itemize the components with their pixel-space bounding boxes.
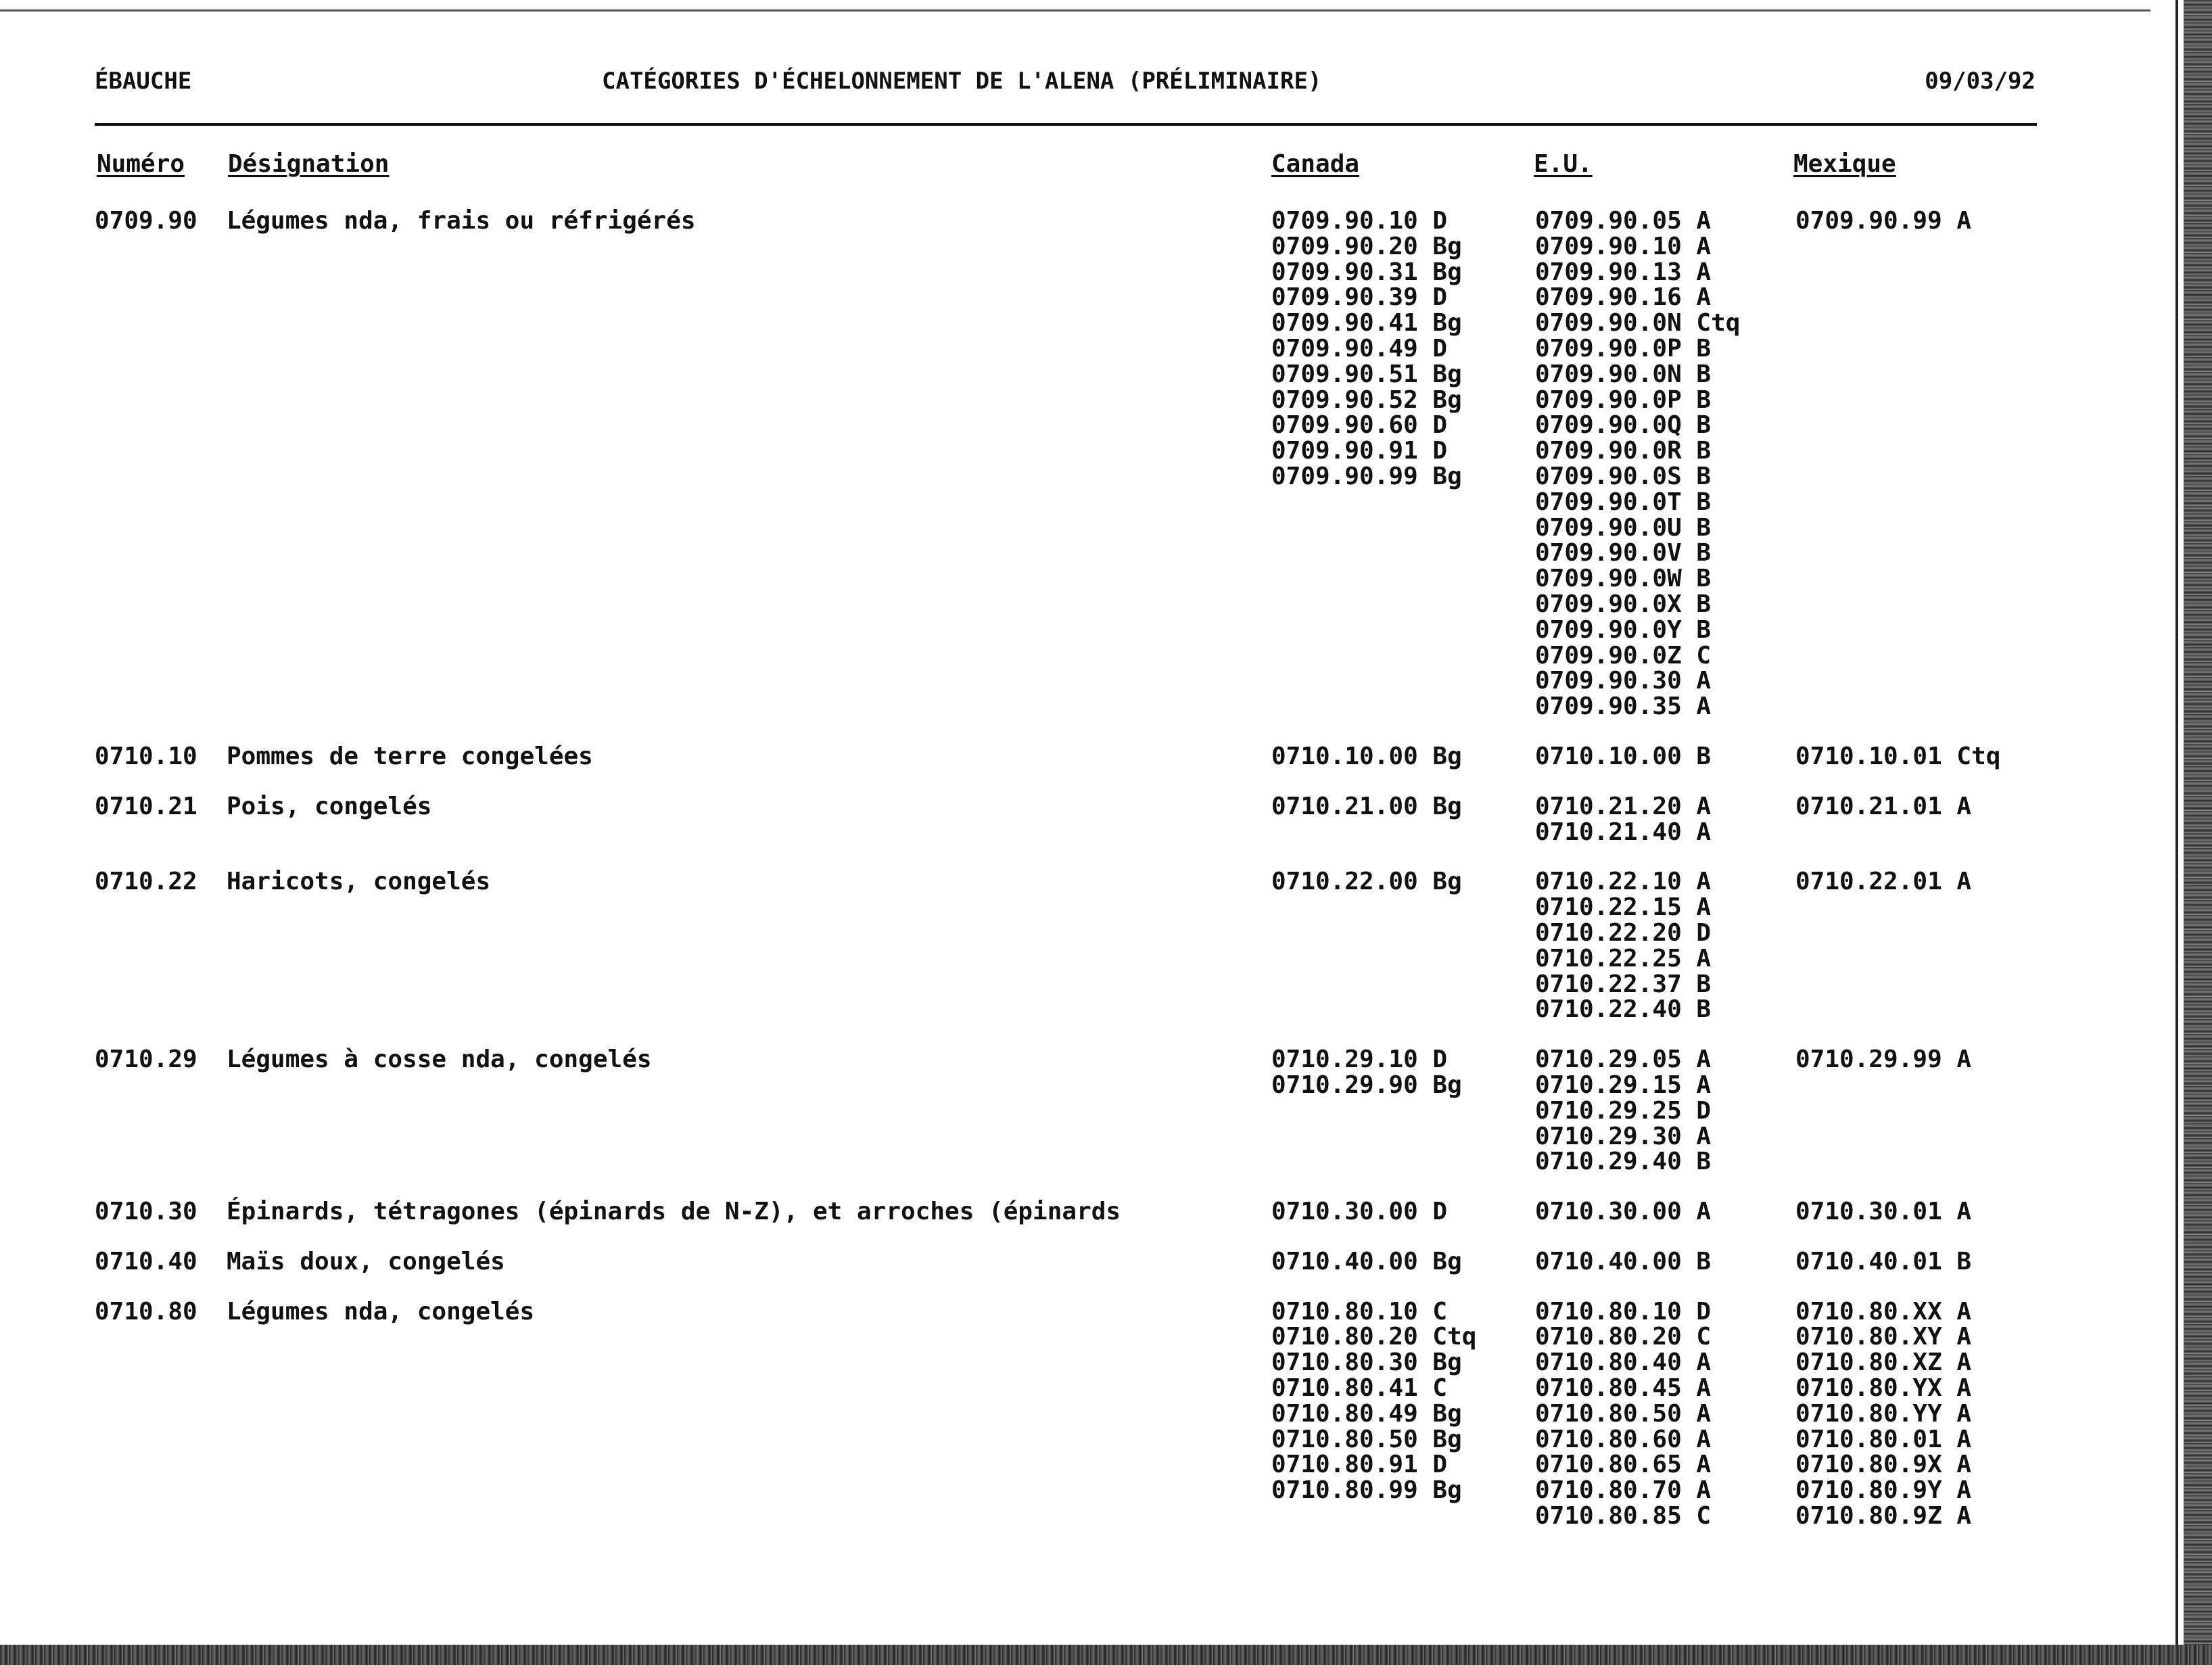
cell-designation-text: Épinards, tétragones (épinards de N-Z), et arroches (épinards	[227, 1198, 1121, 1226]
cell-eu	[1535, 1047, 1795, 1199]
table-row	[95, 1249, 2039, 1299]
cell-designation	[227, 1047, 1271, 1199]
tariff-code: 0710.10.01 Ctq	[1795, 742, 2001, 770]
cell-numero	[95, 1249, 227, 1299]
tariff-code: 0709.90.10 D	[1271, 207, 1448, 235]
column-header-numero: Numéro	[97, 150, 185, 178]
cell-numero-text: 0710.21	[95, 792, 197, 820]
tariff-code: 0710.80.91 D	[1271, 1451, 1448, 1479]
cell-mexique	[1795, 869, 2039, 1047]
scan-edge-bottom	[0, 1645, 2212, 1665]
cell-mexique	[1795, 744, 2039, 794]
tariff-code: 0710.40.00 Bg	[1271, 1247, 1462, 1275]
cell-canada	[1271, 744, 1535, 794]
tariff-code: 0710.22.10 A	[1535, 868, 1712, 896]
cell-numero-text: 0710.40	[95, 1247, 197, 1275]
tariff-code: 0710.30.00 A	[1535, 1198, 1712, 1226]
tariff-code: 0709.90.10 A	[1535, 232, 1712, 260]
tariff-code: 0710.21.20 A	[1535, 792, 1712, 820]
tariff-code: 0710.21.40 A	[1535, 818, 1712, 846]
tariff-code: 0710.80.10 C	[1271, 1297, 1448, 1326]
cell-numero	[95, 794, 227, 870]
tariff-code: 0710.80.YX A	[1795, 1374, 1972, 1403]
cell-mexique	[1795, 794, 2039, 870]
document-header	[95, 68, 2035, 101]
tariff-code: 0709.90.0Q B	[1535, 411, 1712, 440]
tariff-code: 0710.80.85 C	[1535, 1502, 1712, 1530]
scan-edge-line	[2175, 0, 2178, 1650]
tariff-code: 0710.22.37 B	[1535, 970, 1712, 998]
column-header-eu: E.U.	[1534, 150, 1593, 178]
tariff-code: 0710.22.01 A	[1795, 868, 1972, 896]
tariff-code: 0709.90.16 A	[1535, 283, 1712, 312]
cell-numero	[95, 869, 227, 1047]
table-row	[95, 794, 2039, 870]
cell-eu	[1535, 1299, 1795, 1553]
tariff-code: 0709.90.35 A	[1535, 693, 1712, 721]
tariff-code: 0709.90.99 A	[1795, 207, 1972, 235]
tariff-code: 0709.90.0Y B	[1535, 615, 1712, 644]
table-row	[95, 1047, 2039, 1199]
tariff-code: 0710.22.15 A	[1535, 893, 1712, 922]
tariff-code: 0710.30.00 D	[1271, 1198, 1448, 1226]
tariff-code: 0709.90.05 A	[1535, 207, 1712, 235]
cell-designation-text: Maïs doux, congelés	[227, 1247, 505, 1275]
cell-mexique	[1795, 1299, 2039, 1553]
cell-numero-text: 0710.30	[95, 1198, 197, 1226]
cell-eu	[1535, 869, 1795, 1047]
cell-canada	[1271, 869, 1535, 1047]
tariff-code: 0710.22.25 A	[1535, 944, 1712, 972]
tariff-code: 0709.90.0S B	[1535, 462, 1712, 490]
cell-canada	[1271, 208, 1535, 744]
tariff-code: 0710.80.01 A	[1795, 1425, 1972, 1453]
column-header-canada: Canada	[1271, 150, 1360, 178]
tariff-code: 0710.10.00 Bg	[1271, 742, 1462, 770]
tariff-code: 0709.90.0V B	[1535, 539, 1712, 567]
tariff-code: 0709.90.30 A	[1535, 667, 1712, 695]
table-row	[95, 869, 2039, 1047]
cell-canada	[1271, 1199, 1535, 1249]
cell-canada	[1271, 1299, 1535, 1553]
tariff-code: 0710.21.00 Bg	[1271, 792, 1462, 820]
cell-numero	[95, 1047, 227, 1199]
header-divider	[95, 123, 2037, 126]
cell-numero-text: 0710.22	[95, 868, 197, 896]
tariff-code: 0710.80.9Z A	[1795, 1502, 1972, 1530]
cell-designation	[227, 744, 1271, 794]
cell-mexique	[1795, 1249, 2039, 1299]
cell-eu	[1535, 1199, 1795, 1249]
tariff-code: 0710.80.50 A	[1535, 1399, 1712, 1428]
tariff-code: 0709.90.0N Ctq	[1535, 309, 1741, 337]
cell-numero	[95, 1299, 227, 1553]
cell-designation-text: Haricots, congelés	[227, 868, 491, 896]
cell-canada	[1271, 1047, 1535, 1199]
cell-designation-text: Légumes nda, frais ou réfrigérés	[227, 207, 696, 235]
tariff-code: 0709.90.49 D	[1271, 334, 1448, 362]
cell-numero-text: 0710.29	[95, 1046, 197, 1074]
tariff-code: 0709.90.51 Bg	[1271, 360, 1462, 388]
tariff-code: 0710.80.99 Bg	[1271, 1476, 1462, 1505]
document-title: CATÉGORIES D'ÉCHELONNEMENT DE L'ALENA (PRÉLIMINAIRE)	[602, 68, 1322, 95]
tariff-code: 0710.80.70 A	[1535, 1476, 1712, 1505]
tariff-code: 0710.80.49 Bg	[1271, 1399, 1462, 1428]
tariff-code: 0710.80.60 A	[1535, 1425, 1712, 1453]
tariff-code: 0709.90.0P B	[1535, 385, 1712, 414]
cell-numero	[95, 744, 227, 794]
scan-edge-right	[2184, 0, 2212, 1665]
cell-numero	[95, 208, 227, 744]
table-row	[95, 208, 2039, 744]
tariff-code: 0710.21.01 A	[1795, 792, 1972, 820]
cell-designation-text: Légumes à cosse nda, congelés	[227, 1046, 652, 1074]
cell-designation	[227, 1299, 1271, 1553]
tariff-code: 0710.80.XX A	[1795, 1297, 1972, 1326]
cell-designation	[227, 208, 1271, 744]
cell-designation	[227, 1249, 1271, 1299]
tariff-code: 0709.90.0T B	[1535, 488, 1712, 516]
tariff-code: 0709.90.13 A	[1535, 258, 1712, 286]
tariff-code: 0709.90.0N B	[1535, 360, 1712, 388]
cell-eu	[1535, 744, 1795, 794]
tariff-code: 0709.90.0Z C	[1535, 641, 1712, 670]
column-header-designation: Désignation	[228, 150, 390, 178]
tariff-code: 0710.29.05 A	[1535, 1046, 1712, 1074]
tariff-code: 0710.80.40 A	[1535, 1349, 1712, 1377]
cell-mexique	[1795, 208, 2039, 744]
table-row	[95, 1299, 2039, 1553]
tariff-code: 0709.90.0P B	[1535, 334, 1712, 362]
tariff-code: 0710.22.20 D	[1535, 918, 1712, 947]
tariff-code: 0710.29.25 D	[1535, 1096, 1712, 1125]
tariff-code: 0709.90.0U B	[1535, 513, 1712, 542]
cell-designation	[227, 869, 1271, 1047]
tariff-code: 0710.80.9Y A	[1795, 1476, 1972, 1505]
tariff-code: 0710.29.40 B	[1535, 1148, 1712, 1176]
tariff-code: 0710.80.41 C	[1271, 1374, 1448, 1403]
tariff-code: 0710.80.XY A	[1795, 1323, 1972, 1351]
cell-canada	[1271, 794, 1535, 870]
cell-numero-text: 0710.80	[95, 1297, 197, 1326]
tariff-code: 0709.90.0W B	[1535, 565, 1712, 593]
tariff-code: 0710.80.50 Bg	[1271, 1425, 1462, 1453]
tariff-code: 0710.29.15 A	[1535, 1071, 1712, 1099]
table-row	[95, 1199, 2039, 1249]
tariff-code: 0710.80.YY A	[1795, 1399, 1972, 1428]
tariff-code: 0710.22.00 Bg	[1271, 868, 1462, 896]
tariff-code: 0710.29.10 D	[1271, 1046, 1448, 1074]
table-row	[95, 744, 2039, 794]
tariff-code: 0710.80.65 A	[1535, 1451, 1712, 1479]
tariff-code: 0709.90.41 Bg	[1271, 309, 1462, 337]
tariff-code: 0710.29.90 Bg	[1271, 1071, 1462, 1099]
tariff-code: 0710.80.30 Bg	[1271, 1349, 1462, 1377]
tariff-code: 0710.80.45 A	[1535, 1374, 1712, 1403]
scan-edge-top	[0, 9, 2150, 11]
tariff-code: 0710.80.9X A	[1795, 1451, 1972, 1479]
tariff-code: 0709.90.20 Bg	[1271, 232, 1462, 260]
cell-designation-text: Pois, congelés	[227, 792, 432, 820]
cell-numero	[95, 1199, 227, 1249]
tariff-code: 0709.90.99 Bg	[1271, 462, 1462, 490]
tariff-code: 0710.30.01 A	[1795, 1198, 1972, 1226]
tariff-code: 0710.40.00 B	[1535, 1247, 1712, 1275]
cell-designation	[227, 1199, 1271, 1249]
tariff-code: 0710.10.00 B	[1535, 742, 1712, 770]
cell-canada	[1271, 1249, 1535, 1299]
tariff-code: 0709.90.0X B	[1535, 590, 1712, 618]
draft-label: ÉBAUCHE	[95, 68, 192, 95]
cell-numero-text: 0710.10	[95, 742, 197, 770]
cell-mexique	[1795, 1199, 2039, 1249]
cell-eu	[1535, 208, 1795, 744]
tariff-code: 0710.40.01 B	[1795, 1247, 1972, 1275]
tariff-code: 0709.90.39 D	[1271, 283, 1448, 312]
tariff-code: 0710.29.30 A	[1535, 1122, 1712, 1150]
tariff-code: 0710.80.XZ A	[1795, 1349, 1972, 1377]
cell-eu	[1535, 794, 1795, 870]
cell-designation-text: Pommes de terre congelées	[227, 742, 593, 770]
tariff-code: 0709.90.31 Bg	[1271, 258, 1462, 286]
tariff-code: 0710.29.99 A	[1795, 1046, 1972, 1074]
cell-mexique	[1795, 1047, 2039, 1199]
cell-designation	[227, 794, 1271, 870]
staging-table	[95, 208, 2039, 1553]
document-date: 09/03/92	[1925, 68, 2035, 95]
cell-designation-text: Légumes nda, congelés	[227, 1297, 535, 1326]
cell-numero-text: 0709.90	[95, 207, 197, 235]
tariff-code: 0710.80.20 Ctq	[1271, 1323, 1477, 1351]
tariff-code: 0709.90.52 Bg	[1271, 385, 1462, 414]
tariff-code: 0709.90.91 D	[1271, 437, 1448, 465]
cell-eu	[1535, 1249, 1795, 1299]
tariff-code: 0709.90.0R B	[1535, 437, 1712, 465]
tariff-code: 0710.80.20 C	[1535, 1323, 1712, 1351]
tariff-code: 0710.80.10 D	[1535, 1297, 1712, 1326]
column-header-mexique: Mexique	[1793, 150, 1896, 178]
tariff-code: 0709.90.60 D	[1271, 411, 1448, 440]
staging-table-body	[95, 208, 2039, 1553]
tariff-code: 0710.22.40 B	[1535, 995, 1712, 1024]
